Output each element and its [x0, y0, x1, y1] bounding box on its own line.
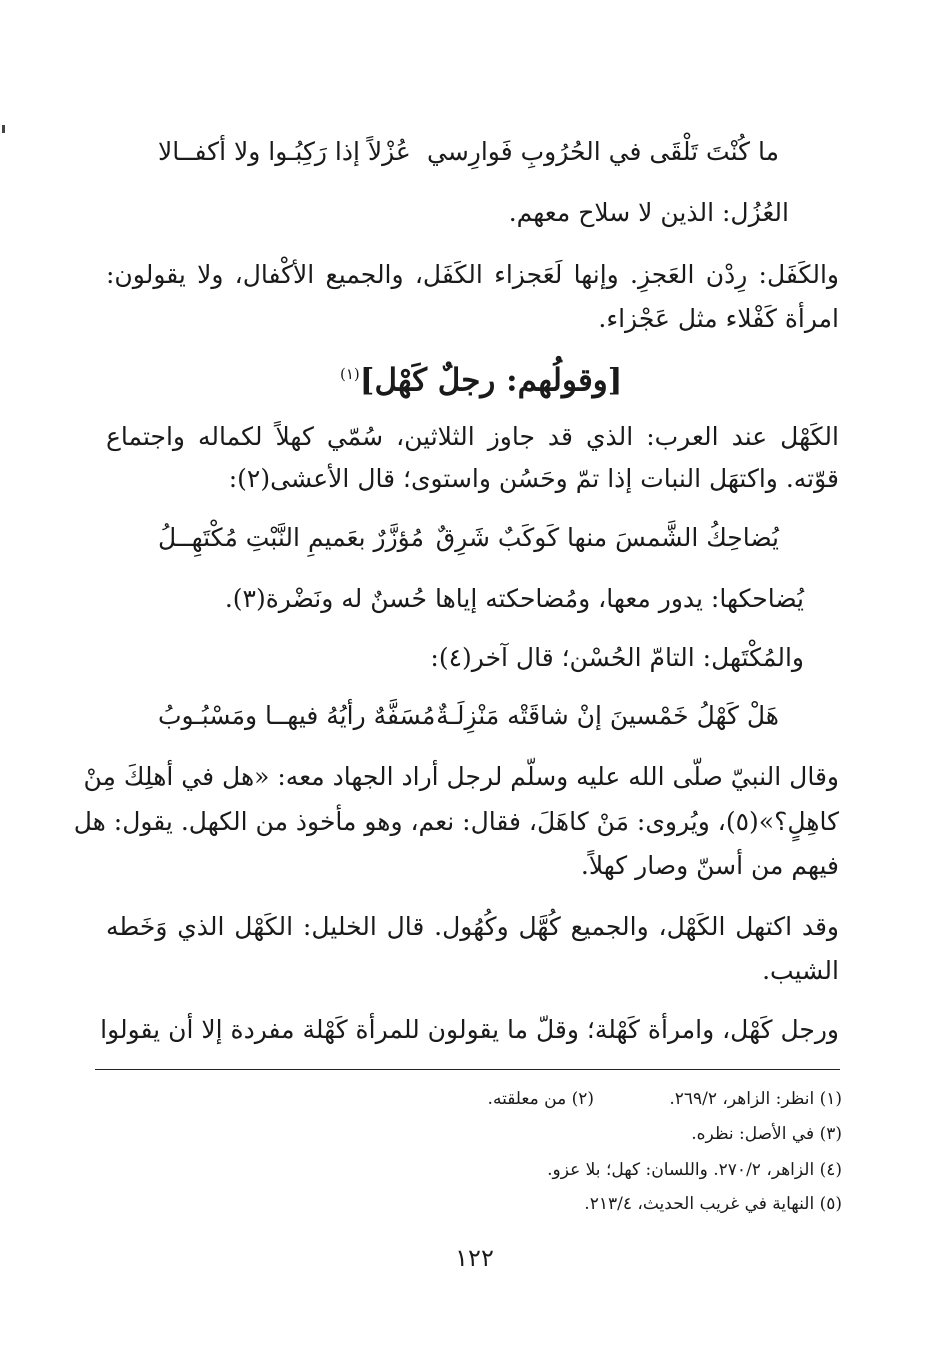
paragraph-line: الشيب. [762, 956, 839, 985]
scan-mark [2, 125, 5, 133]
section-heading [340, 354, 622, 400]
verse-1-first-hemistich: ما كُنْتَ تَلْقَى في الحُرُوبِ فَوارِسي [426, 137, 779, 166]
gloss-line: يُضاحكها: يدور معها، ومُضاحكته إياها حُسنٌ له ونَضْرة(٣). [224, 584, 804, 613]
paragraph-line: قوّته. واكتهَل النبات إذا تمّ وحَسُن واستوى؛ قال الأعشى(٢): [228, 464, 839, 493]
verse-3-second-hemistich: مُسَفَّهٌ رأيُهُ فيهــا ومَسْبُـوبُ [158, 701, 436, 730]
paragraph-line: كاهِلٍ؟»(٥)، ويُروى: مَنْ كاهَلَ، فقال: نعم، وهو مأخوذ من الكهل. يقول: هل [73, 807, 839, 836]
gloss-line: امرأة كَفْلاء مثل عَجْزاء. [598, 304, 839, 333]
gloss-line: والكَفَل: رِدْن العَجزِ. وإنها لَعَجزاء الكَفَل، والجميع الأكْفال، ولا يقولون: [106, 260, 839, 289]
verse-1-second-hemistich: عُزْلاً إذا رَكِبُـوا ولا أكفــالا [158, 137, 411, 166]
gloss-line: العُزُل: الذين لا سلاح معهم. [508, 198, 789, 227]
paragraph-line: وقد اكتهل الكَهْل، والجميع كُهَّل وكُهُول. قال الخليل: الكَهْل الذي وَخَطه [106, 912, 839, 941]
footnote-3: (٣) في الأصل: نظره. [691, 1124, 842, 1144]
verse-2-first-hemistich: يُضاحِكُ الشَّمسَ منها كَوكَبٌ شَرِقٌ [435, 523, 779, 552]
footnote-divider [95, 1069, 840, 1070]
page-number: ١٢٢ [455, 1244, 494, 1272]
gloss-line: والمُكْتَهل: التامّ الحُسْن؛ قال آخر(٤): [430, 643, 804, 672]
paragraph-line: فيهم من أسنّ وصار كهلاً. [580, 851, 839, 880]
paragraph-line: الكَهْل عند العرب: الذي قد جاوز الثلاثين، سُمّي كهلاً لكماله واجتماع [106, 422, 839, 451]
footnote-4: (٤) الزاهر، ٢٧٠/٢. واللسان: كهل؛ بلا عزو. [547, 1160, 842, 1180]
paragraph-line: وقال النبيّ صلّى الله عليه وسلّم لرجل أراد الجهاد معه: «هل في أهلِكَ مِنْ [83, 762, 839, 791]
footnote-2: (٢) من معلقته. [487, 1089, 594, 1109]
footnote-1: (١) انظر: الزاهر، ٢٦٩/٢. [669, 1089, 842, 1109]
heading-footnote-marker: (١) [340, 365, 360, 383]
heading-text: [وقولُهم: رجلٌ كَهْل] [359, 362, 623, 399]
verse-2-second-hemistich: مُؤزَّرٌ بعَميمِ النَّبْتِ مُكْتَهِــلُ [158, 523, 424, 552]
footnote-5: (٥) النهاية في غريب الحديث، ٢١٣/٤. [584, 1194, 842, 1214]
verse-3-first-hemistich: هَلْ كَهْلُ خَمْسينَ إنْ شاقَتْه مَنْزِلَـةٌ [436, 701, 779, 730]
paragraph-line: ورجل كَهْل، وامرأة كَهْلة؛ وقلّ ما يقولون للمرأة كَهْلة مفردة إلا أن يقولوا [100, 1015, 839, 1044]
